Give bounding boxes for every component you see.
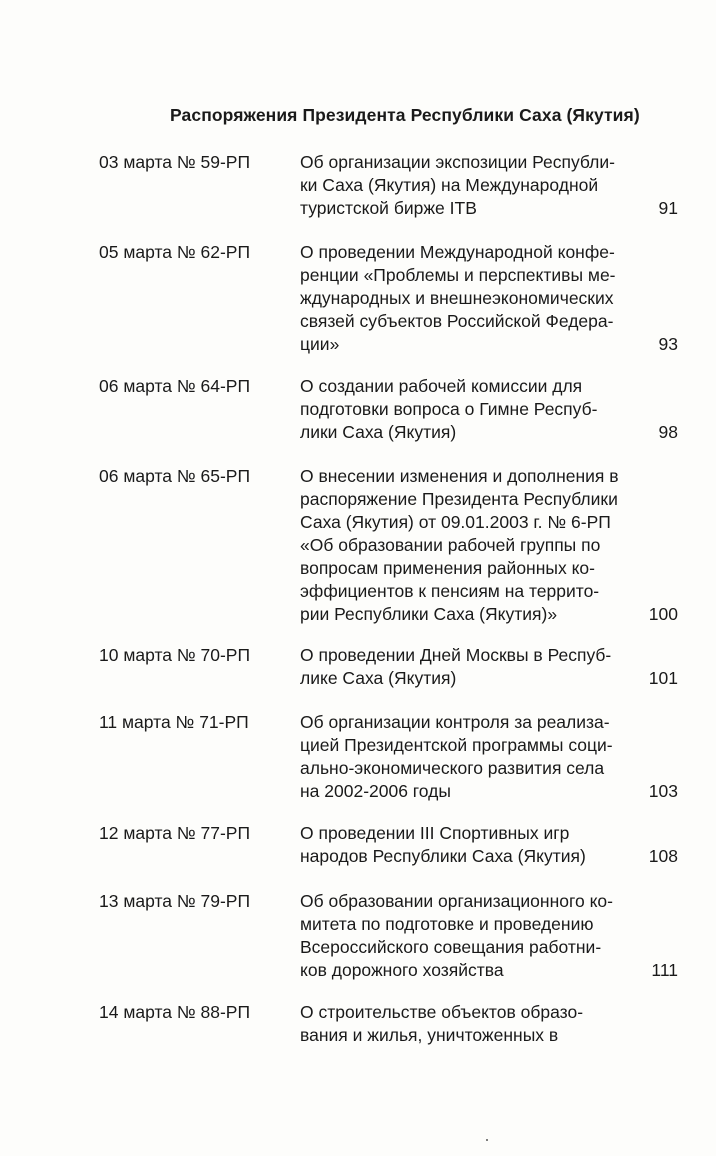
entry-title-line: «Об образовании рабочей группы по <box>300 535 601 555</box>
entry-date: 13 марта № 79-РП <box>99 891 251 911</box>
entry-page-number: 103 <box>648 781 678 801</box>
entry-title <box>300 151 660 220</box>
entry-title-line: ренции «Проблемы и перспективы ме- <box>300 265 616 285</box>
entry-date: 12 марта № 77-РП <box>99 823 251 843</box>
entry-title-line: лики Саха (Якутия) <box>300 422 457 442</box>
entry-page-number: 93 <box>658 334 678 354</box>
entry-date: 03 марта № 59-РП <box>99 152 251 172</box>
entry-title-line: О проведении Международной конфе- <box>300 242 615 262</box>
entry-title <box>300 1001 660 1047</box>
entry-date: 10 марта № 70-РП <box>99 645 251 665</box>
entry-title <box>300 375 660 444</box>
entry-title-line: митета по подготовке и проведению <box>300 914 594 934</box>
entry-page-number: 100 <box>648 604 678 624</box>
entry-title-line: ции» <box>300 334 340 354</box>
entry-title-line: Об образовании организационного ко- <box>300 891 613 911</box>
entry-title <box>300 465 660 626</box>
section-heading: Распоряжения Президента Республики Саха (Якутия) <box>170 105 640 125</box>
entry-date: 11 марта № 71-РП <box>99 712 249 732</box>
entry-date: 14 марта № 88-РП <box>99 1002 251 1022</box>
entry-page-number: 91 <box>658 198 678 218</box>
entry-date: 05 марта № 62-РП <box>99 242 251 262</box>
entry-title-line: О проведении III Спортивных игр <box>300 823 570 843</box>
entry-title-line: вопросам применения районных ко- <box>300 558 595 578</box>
entry-title-line: рии Республики Саха (Якутия)» <box>300 604 558 624</box>
scan-speck <box>486 1139 488 1141</box>
entry-page-number: 101 <box>648 668 678 688</box>
entry-title-line: Об организации контроля за реализа- <box>300 712 610 732</box>
entry-title <box>300 711 660 803</box>
entry-title <box>300 822 660 868</box>
entry-title-line: Всероссийского совещания работни- <box>300 937 602 957</box>
entry-title-line: О создании рабочей комиссии для <box>300 376 583 396</box>
entry-title-line: эффициентов к пенсиям на террито- <box>300 581 600 601</box>
entry-title-line: О проведении Дней Москвы в Респуб- <box>300 645 612 665</box>
entry-title-line: О строительстве объектов образо- <box>300 1002 584 1022</box>
entry-title-line: цией Президентской программы соци- <box>300 735 613 755</box>
entry-title-line: вания и жилья, уничтоженных в <box>300 1025 559 1045</box>
entry-title-line: народов Республики Саха (Якутия) <box>300 846 586 866</box>
entry-title-line: Об организации экспозиции Республи- <box>300 152 615 172</box>
entry-page-number: 108 <box>648 846 678 866</box>
entry-date: 06 марта № 64-РП <box>99 376 251 396</box>
entry-title-line: на 2002-2006 годы <box>300 781 451 801</box>
entry-title <box>300 644 660 690</box>
entry-title-line: ально-экономического развития села <box>300 758 605 778</box>
entry-title-line: Саха (Якутия) от 09.01.2003 г. № 6-РП <box>300 512 611 532</box>
entry-title <box>300 890 660 982</box>
entry-page-number: 111 <box>651 960 678 980</box>
entry-title-line: связей субъектов Российской Федера- <box>300 311 614 331</box>
entry-page-number: 98 <box>658 422 678 442</box>
entry-title-line: ждународных и внешнеэкономических <box>300 288 614 308</box>
entry-title-line: туристской бирже ITB <box>300 198 477 218</box>
entry-title-line: распоряжение Президента Республики <box>300 489 618 509</box>
entry-date: 06 марта № 65-РП <box>99 466 251 486</box>
entry-title <box>300 241 660 356</box>
entry-title-line: ки Саха (Якутия) на Международной <box>300 175 599 195</box>
entry-title-line: О внесении изменения и дополнения в <box>300 466 619 486</box>
entry-title-line: ков дорожного хозяйства <box>300 960 504 980</box>
entry-title-line: лике Саха (Якутия) <box>300 668 457 688</box>
entry-title-line: подготовки вопроса о Гимне Респуб- <box>300 399 598 419</box>
